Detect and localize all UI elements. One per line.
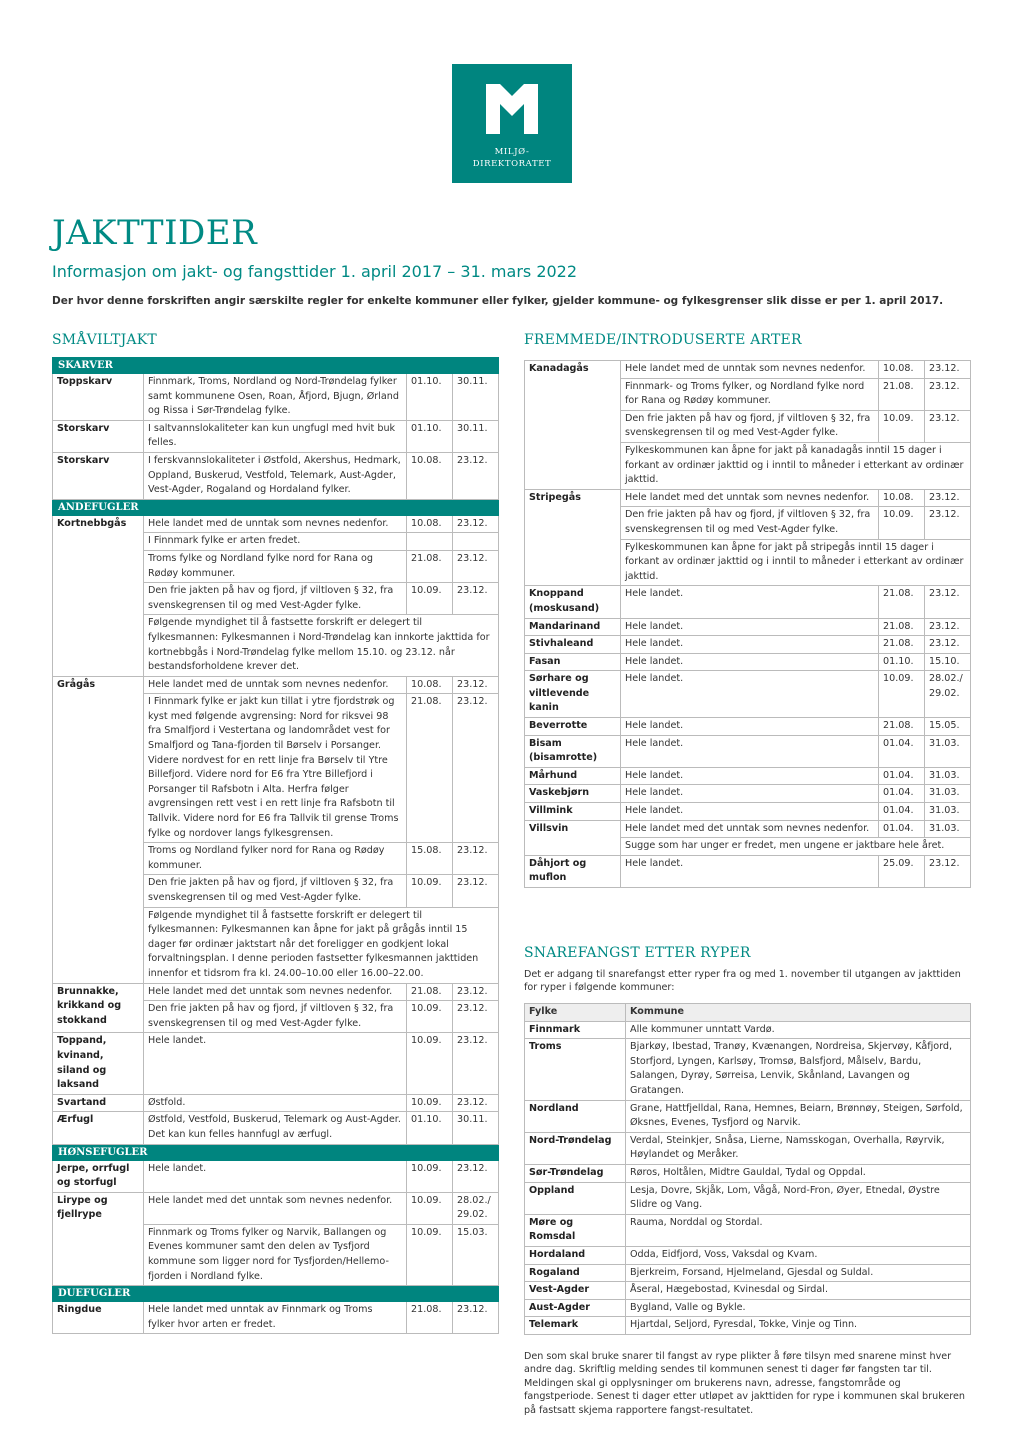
county-cell: Finnmark: [525, 1021, 626, 1039]
start-date-cell: 21.08.: [879, 636, 925, 654]
category-heading: HØNSEFUGLER: [53, 1144, 499, 1160]
end-date-cell: 28.02./ 29.02.: [453, 1192, 499, 1224]
start-date-cell: 10.08.: [407, 452, 453, 499]
description-cell: Den frie jakten på hav og fjord, jf viltloven § 32, fra svenskegrensen til og med Vest-Agder fylke.: [621, 507, 879, 539]
species-cell: Jerpe, orrfugl og storfugl: [53, 1160, 144, 1192]
start-date-cell: 21.08.: [407, 694, 453, 843]
table-row: [53, 1302, 499, 1334]
table-row: [53, 983, 499, 1001]
snarefangst-title: SNAREFANGST ETTER RYPER: [524, 945, 751, 961]
end-date-cell: 30.11.: [453, 374, 499, 421]
smaviltjakt-table: [52, 357, 499, 1334]
table-row: [525, 1299, 971, 1317]
description-cell: Finnmark og Troms fylker og Narvik, Ballangen og Evenes kommuner samt den delen av Tysfjord kommune som ligger nord for Tysfjorden/Hellemo-fjorden i Nordland fylke.: [144, 1224, 407, 1285]
table-row: [53, 374, 499, 421]
table-row: [525, 1214, 971, 1246]
species-cell: Ringdue: [53, 1302, 144, 1334]
start-date-cell: 21.08.: [879, 586, 925, 618]
table-row: [525, 653, 971, 671]
start-date-cell: 10.09.: [407, 1001, 453, 1033]
description-cell: I Finnmark fylke er jakt kun tillat i ytre fjordstrøk og kyst med følgende avgrensing: Nord for riksvei 98 fra Smalfjord i Vestertana og landområdet vest for Smalfjord og Tana-fjorden til Børselv i Porsanger. Videre nordvest for en rett linje fra Børselv til Ytre Billefjord. Videre nord for E6 fra Ytre Billefjord i Porsanger til Rafsbotn i Alta. Herfra følger avgrensingen rett vest i en rett linje fra Rafsbotn til Tallvik. Videre nord for E6 fra Tallvik til grense Troms fylke og nordover langs fylkesgrensen.: [144, 694, 407, 843]
species-cell: Storskarv: [53, 420, 144, 452]
municipalities-cell: Verdal, Steinkjer, Snåsa, Lierne, Namsskogan, Overhalla, Røyrvik, Høylandet og Meråker.: [626, 1132, 971, 1164]
species-cell: Fasan: [525, 653, 621, 671]
end-date-cell: 31.03.: [925, 820, 971, 838]
end-date-cell: 15.10.: [925, 653, 971, 671]
description-cell: Finnmark- og Troms fylker, og Nordland fylke nord for Rana og Rødøy kommuner.: [621, 378, 879, 410]
start-date-cell: 21.08.: [407, 1302, 453, 1334]
species-cell: Stivhaleand: [525, 636, 621, 654]
table-row: [525, 1282, 971, 1300]
page-subtitle: Informasjon om jakt- og fangsttider 1. april 2017 – 31. mars 2022: [52, 262, 578, 281]
county-cell: Møre og Romsdal: [525, 1214, 626, 1246]
start-date-cell: 21.08.: [407, 550, 453, 582]
start-date-cell: 01.04.: [879, 735, 925, 767]
county-cell: Oppland: [525, 1182, 626, 1214]
start-date-cell: 01.10.: [407, 420, 453, 452]
municipalities-cell: Røros, Holtålen, Midtre Gauldal, Tydal og Oppdal.: [626, 1164, 971, 1182]
table-row: [525, 855, 971, 887]
end-date-cell: 30.11.: [453, 1112, 499, 1144]
fremmede-arter-title: FREMMEDE/INTRODUSERTE ARTER: [524, 332, 802, 348]
table-row: [525, 1264, 971, 1282]
table-row: [53, 515, 499, 533]
end-date-cell: 28.02./ 29.02.: [925, 671, 971, 718]
description-cell: I saltvannslokaliteter kan kun ungfugl med hvit buk felles.: [144, 420, 407, 452]
table-row: [525, 803, 971, 821]
description-cell: Sugge som har unger er fredet, men ungene er jaktbare hele året.: [621, 838, 971, 856]
start-date-cell: 25.09.: [879, 855, 925, 887]
species-cell: Kanadagås: [525, 361, 621, 490]
description-cell: Den frie jakten på hav og fjord, jf viltloven § 32, fra svenskegrensen til og med Vest-Agder fylke.: [144, 583, 407, 615]
start-date-cell: 01.10.: [407, 374, 453, 421]
table-row: [53, 1192, 499, 1224]
end-date-cell: 23.12.: [453, 1094, 499, 1112]
start-date-cell: 10.09.: [407, 1224, 453, 1285]
species-cell: Beverrotte: [525, 718, 621, 736]
description-cell: Hele landet med det unntak som nevnes nedenfor.: [144, 983, 407, 1001]
end-date-cell: 23.12.: [453, 550, 499, 582]
description-cell: Hele landet.: [621, 803, 879, 821]
start-date-cell: 21.08.: [879, 718, 925, 736]
start-date-cell: 01.04.: [879, 767, 925, 785]
description-cell: Fylkeskommunen kan åpne for jakt på stripegås inntil 15 dager i forkant av ordinær jakttid og i inntil to måneder i etterkant av ordinær jakttid.: [621, 539, 971, 586]
start-date-cell: 10.09.: [407, 1160, 453, 1192]
smaviltjakt-table-wrap: [52, 357, 498, 1334]
start-date-cell: 01.04.: [879, 820, 925, 838]
snarefangst-table: [524, 1003, 971, 1335]
start-date-cell: 10.08.: [407, 676, 453, 694]
county-cell: Sør-Trøndelag: [525, 1164, 626, 1182]
table-row: [525, 489, 971, 507]
category-row: [53, 1144, 499, 1160]
description-cell: Østfold, Vestfold, Buskerud, Telemark og Aust-Agder. Det kan kun felles hannfugl av ærfugl.: [144, 1112, 407, 1144]
snarefangst-table-wrap: [524, 1003, 970, 1335]
table-row: [53, 420, 499, 452]
description-cell: Hele landet.: [621, 653, 879, 671]
county-cell: Rogaland: [525, 1264, 626, 1282]
table-row: [525, 361, 971, 379]
table-row: [525, 820, 971, 838]
end-date-cell: 23.12.: [453, 1001, 499, 1033]
end-date-cell: 23.12.: [925, 489, 971, 507]
species-cell: Toppskarv: [53, 374, 144, 421]
description-cell: Hele landet med de unntak som nevnes nedenfor.: [144, 515, 407, 533]
county-cell: Telemark: [525, 1317, 626, 1335]
snarefangst-footer: Den som skal bruke snarer til fangst av rype plikter å føre tilsyn med snarene minst hver andre dag. Skriftlig melding sendes til kommunen senest ti dager før fangsten tar til. Meldingen skal gi opplysninger om brukerens navn, adresse, fangstområde og fangstperiode. Senest ti dager etter utløpet av jakttiden for rype i kommunen skal brukeren på fastsatt skjema rapportere fangst-resultatet.: [524, 1351, 965, 1416]
category-row: [53, 358, 499, 374]
species-cell: Svartand: [53, 1094, 144, 1112]
species-cell: Ærfugl: [53, 1112, 144, 1144]
table-row: [53, 452, 499, 499]
municipalities-cell: Bjerkreim, Forsand, Hjelmeland, Gjesdal og Suldal.: [626, 1264, 971, 1282]
description-cell: Hele landet med unntak av Finnmark og Troms fylker hvor arten er fredet.: [144, 1302, 407, 1334]
end-date-cell: 23.12.: [453, 875, 499, 907]
municipalities-cell: Alle kommuner unntatt Vardø.: [626, 1021, 971, 1039]
county-cell: Nord-Trøndelag: [525, 1132, 626, 1164]
description-cell: Fylkeskommunen kan åpne for jakt på kanadagås inntil 15 dager i forkant av ordinær jakttid og i inntil to måneder i etterkant av ordinær jakttid.: [621, 442, 971, 489]
category-heading: SKARVER: [53, 358, 499, 374]
table-row: [525, 636, 971, 654]
species-cell: Vaskebjørn: [525, 785, 621, 803]
start-date-cell: 01.10.: [879, 653, 925, 671]
snarefangst-intro: Det er adgang til snarefangst etter ryper fra og med 1. november til utgangen av jakttiden for ryper i følgende kommuner:: [524, 969, 961, 994]
end-date-cell: 31.03.: [925, 767, 971, 785]
table-row: [525, 1317, 971, 1335]
end-date-cell: 23.12.: [925, 586, 971, 618]
end-date-cell: 31.03.: [925, 803, 971, 821]
species-cell: Mandarinand: [525, 618, 621, 636]
start-date-cell: 21.08.: [407, 983, 453, 1001]
table-row: [525, 586, 971, 618]
description-cell: I Finnmark fylke er arten fredet.: [144, 533, 407, 551]
start-date-cell: 10.09.: [407, 583, 453, 615]
municipalities-cell: Åseral, Hægebostad, Kvinesdal og Sirdal.: [626, 1282, 971, 1300]
description-cell: Hele landet.: [621, 586, 879, 618]
table-row: [53, 676, 499, 694]
end-date-cell: 23.12.: [925, 507, 971, 539]
table-row: [525, 735, 971, 767]
description-cell: Følgende myndighet til å fastsette forskrift er delegert til fylkesmannen: Fylkesmannen i Nord-Trøndelag kan innkorte jakttida for kortnebbgås i Nord-Trøndelag fylke mellom 15.10. og 23.12. når bestandsforholdene krever det.: [144, 615, 499, 676]
table-row: [525, 718, 971, 736]
municipalities-cell: Bygland, Valle og Bykle.: [626, 1299, 971, 1317]
category-heading: ANDEFUGLER: [53, 499, 499, 515]
start-date-cell: 10.09.: [407, 1033, 453, 1094]
species-cell: Dåhjort og muflon: [525, 855, 621, 887]
description-cell: Hele landet.: [144, 1160, 407, 1192]
start-date-cell: 10.09.: [407, 1094, 453, 1112]
description-cell: Hele landet med de unntak som nevnes nedenfor.: [144, 676, 407, 694]
start-date-cell: 10.09.: [879, 410, 925, 442]
end-date-cell: 23.12.: [453, 676, 499, 694]
intro-text: Der hvor denne forskriften angir særskilte regler for enkelte kommuner eller fylker, gjelder kommune- og fylkesgrenser slik disse er per 1. april 2017.: [52, 295, 944, 307]
description-cell: Den frie jakten på hav og fjord, jf viltloven § 32, fra svenskegrensen til og med Vest-Agder fylke.: [144, 875, 407, 907]
start-date-cell: 10.09.: [879, 671, 925, 718]
end-date-cell: [453, 533, 499, 551]
species-cell: Mårhund: [525, 767, 621, 785]
fremmede-table-wrap: [524, 360, 970, 888]
start-date-cell: 10.09.: [407, 875, 453, 907]
table-row: [53, 1033, 499, 1094]
species-cell: Storskarv: [53, 452, 144, 499]
end-date-cell: 15.03.: [453, 1224, 499, 1285]
description-cell: I ferskvannslokaliteter i Østfold, Akershus, Hedmark, Oppland, Buskerud, Vestfold, Telemark, Aust-Agder, Vest-Agder, Rogaland og Hordaland fylker.: [144, 452, 407, 499]
end-date-cell: 23.12.: [925, 361, 971, 379]
species-cell: Sørhare og viltlevende kanin: [525, 671, 621, 718]
municipalities-cell: Hjartdal, Seljord, Fyresdal, Tokke, Vinje og Tinn.: [626, 1317, 971, 1335]
start-date-cell: 10.08.: [407, 515, 453, 533]
end-date-cell: 23.12.: [925, 636, 971, 654]
start-date-cell: 10.09.: [407, 1192, 453, 1224]
end-date-cell: 23.12.: [453, 515, 499, 533]
description-cell: Hele landet.: [621, 618, 879, 636]
table-row: [525, 1021, 971, 1039]
start-date-cell: 15.08.: [407, 843, 453, 875]
description-cell: Hele landet.: [144, 1033, 407, 1094]
table-row: [525, 1164, 971, 1182]
county-cell: Nordland: [525, 1100, 626, 1132]
description-cell: Hele landet.: [621, 718, 879, 736]
municipalities-cell: Rauma, Norddal og Stordal.: [626, 1214, 971, 1246]
end-date-cell: 15.05.: [925, 718, 971, 736]
municipalities-cell: Bjarkøy, Ibestad, Tranøy, Kvænangen, Nordreisa, Skjervøy, Kåfjord, Storfjord, Lyngen, Karlsøy, Tromsø, Balsfjord, Målselv, Bardu, Salangen, Dyrøy, Sørreisa, Lenvik, Skånland, Lavangen og Gratangen.: [626, 1039, 971, 1100]
description-cell: Hele landet.: [621, 735, 879, 767]
fremmede-arter-table: [524, 360, 971, 888]
table-row: [525, 1039, 971, 1100]
column-header: Fylke: [525, 1004, 626, 1022]
end-date-cell: 23.12.: [453, 983, 499, 1001]
smaviltjakt-title: SMÅVILTJAKT: [52, 332, 157, 348]
column-header: Kommune: [626, 1004, 971, 1022]
species-cell: Toppand, kvinand, siland og laksand: [53, 1033, 144, 1094]
description-cell: Hele landet.: [621, 636, 879, 654]
page-title: JAKTTIDER: [52, 213, 258, 253]
table-row: [525, 1246, 971, 1264]
description-cell: Østfold.: [144, 1094, 407, 1112]
description-cell: Troms og Nordland fylker nord for Rana og Rødøy kommuner.: [144, 843, 407, 875]
end-date-cell: 23.12.: [925, 855, 971, 887]
table-row: [53, 1112, 499, 1144]
species-cell: Lirype og fjellrype: [53, 1192, 144, 1286]
description-cell: Den frie jakten på hav og fjord, jf viltloven § 32, fra svenskegrensen til og med Vest-Agder fylke.: [621, 410, 879, 442]
end-date-cell: 23.12.: [453, 583, 499, 615]
species-cell: Brunnakke, krikkand og stokkand: [53, 983, 144, 1033]
species-cell: Grågås: [53, 676, 144, 983]
species-cell: Bisam (bisamrotte): [525, 735, 621, 767]
county-cell: Troms: [525, 1039, 626, 1100]
description-cell: Hele landet med det unntak som nevnes nedenfor.: [621, 820, 879, 838]
table-row: [525, 1182, 971, 1214]
species-cell: Villmink: [525, 803, 621, 821]
start-date-cell: [407, 533, 453, 551]
header-row: [525, 1004, 971, 1022]
description-cell: Følgende myndighet til å fastsette forskrift er delegert til fylkesmannen: Fylkesmannen kan åpne for jakt på grågås inntil 15 dager før ordinær jaktstart når det foreligger en godkjent lokal forvaltningsplan. I denne perioden fastsetter fylkesmannen jakttiden innenfor et tidsrom fra kl. 24.00–10.00 eller 16.00–22.00.: [144, 907, 499, 983]
municipalities-cell: Lesja, Dovre, Skjåk, Lom, Vågå, Nord-Fron, Øyer, Etnedal, Øystre Slidre og Vang.: [626, 1182, 971, 1214]
logo-m-icon: [486, 84, 538, 134]
logo-line-1: MILJØ-: [494, 147, 530, 157]
description-cell: Hele landet.: [621, 671, 879, 718]
start-date-cell: 01.04.: [879, 803, 925, 821]
end-date-cell: 23.12.: [453, 694, 499, 843]
municipalities-cell: Odda, Eidfjord, Voss, Vaksdal og Kvam.: [626, 1246, 971, 1264]
end-date-cell: 30.11.: [453, 420, 499, 452]
end-date-cell: 23.12.: [925, 410, 971, 442]
description-cell: Hele landet med de unntak som nevnes nedenfor.: [621, 361, 879, 379]
miljodirektoratet-logo: [452, 64, 572, 183]
county-cell: Vest-Agder: [525, 1282, 626, 1300]
end-date-cell: 23.12.: [453, 843, 499, 875]
end-date-cell: 23.12.: [453, 1033, 499, 1094]
end-date-cell: 23.12.: [453, 1160, 499, 1192]
end-date-cell: 23.12.: [453, 1302, 499, 1334]
county-cell: Aust-Agder: [525, 1299, 626, 1317]
category-row: [53, 1286, 499, 1302]
start-date-cell: 01.04.: [879, 785, 925, 803]
table-row: [525, 767, 971, 785]
end-date-cell: 23.12.: [925, 378, 971, 410]
start-date-cell: 10.08.: [879, 361, 925, 379]
species-cell: Stripegås: [525, 489, 621, 586]
description-cell: Hele landet.: [621, 855, 879, 887]
end-date-cell: 31.03.: [925, 735, 971, 767]
start-date-cell: 21.08.: [879, 618, 925, 636]
end-date-cell: 23.12.: [453, 452, 499, 499]
municipalities-cell: Grane, Hattfjelldal, Rana, Hemnes, Beiarn, Brønnøy, Steigen, Sørfold, Øksnes, Evenes, Tysfjord og Narvik.: [626, 1100, 971, 1132]
logo-line-2: DIREKTORATET: [472, 159, 552, 169]
description-cell: Hele landet.: [621, 785, 879, 803]
species-cell: Villsvin: [525, 820, 621, 855]
table-row: [525, 618, 971, 636]
start-date-cell: 01.10.: [407, 1112, 453, 1144]
end-date-cell: 31.03.: [925, 785, 971, 803]
table-row: [525, 1132, 971, 1164]
description-cell: Den frie jakten på hav og fjord, jf viltloven § 32, fra svenskegrensen til og med Vest-Agder fylke.: [144, 1001, 407, 1033]
table-row: [53, 1160, 499, 1192]
description-cell: Hele landet med det unntak som nevnes nedenfor.: [144, 1192, 407, 1224]
start-date-cell: 21.08.: [879, 378, 925, 410]
table-row: [53, 1094, 499, 1112]
end-date-cell: 23.12.: [925, 618, 971, 636]
table-row: [525, 1100, 971, 1132]
start-date-cell: 10.09.: [879, 507, 925, 539]
description-cell: Hele landet med det unntak som nevnes nedenfor.: [621, 489, 879, 507]
category-row: [53, 499, 499, 515]
description-cell: Finnmark, Troms, Nordland og Nord-Trøndelag fylker samt kommunene Osen, Roan, Åfjord, Bjugn, Ørland og Rissa i Sør-Trøndelag fylke.: [144, 374, 407, 421]
description-cell: Troms fylke og Nordland fylke nord for Rana og Rødøy kommuner.: [144, 550, 407, 582]
species-cell: Knoppand (moskusand): [525, 586, 621, 618]
category-heading: DUEFUGLER: [53, 1286, 499, 1302]
county-cell: Hordaland: [525, 1246, 626, 1264]
species-cell: Kortnebbgås: [53, 515, 144, 676]
table-row: [525, 785, 971, 803]
table-row: [525, 671, 971, 718]
start-date-cell: 10.08.: [879, 489, 925, 507]
description-cell: Hele landet.: [621, 767, 879, 785]
